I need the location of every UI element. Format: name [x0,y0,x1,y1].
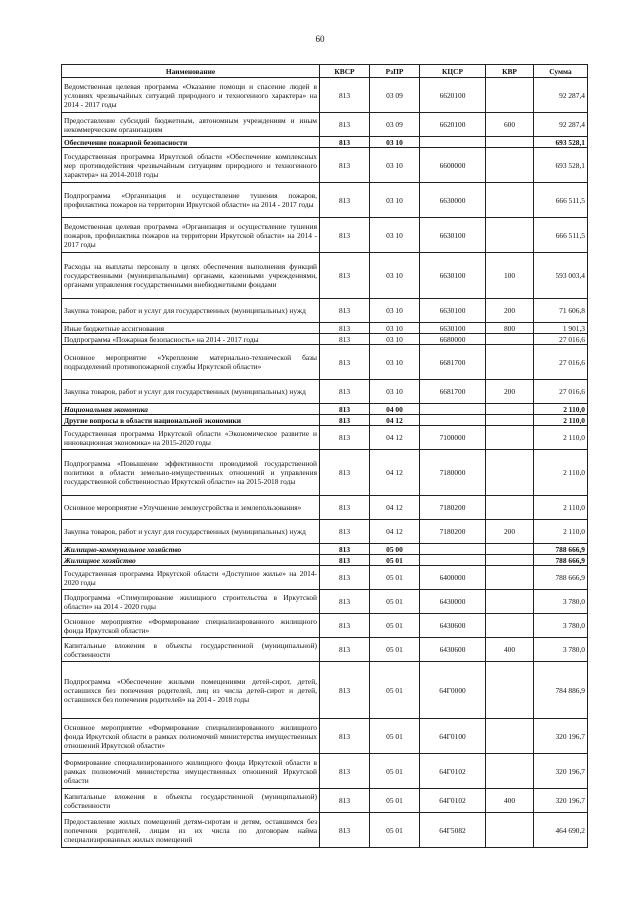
row-kvr [486,78,534,113]
row-kvsr: 813 [320,614,370,638]
table-row [62,590,588,614]
row-kvsr: 813 [320,404,370,415]
row-sum: 2 110,0 [534,426,588,450]
row-rzpr: 04 12 [370,520,420,544]
row-kcsr: 6630100 [420,323,486,334]
row-kvr: 400 [486,638,534,662]
row-kcsr: 6430600 [420,638,486,662]
row-kvr [486,404,534,415]
row-rzpr: 04 12 [370,496,420,520]
row-kvr [486,345,534,380]
row-name: Иные бюджетные ассигнования [62,323,320,334]
table-body [62,78,588,848]
table-row [62,148,588,183]
row-kvr [486,334,534,345]
row-kvr [486,555,534,566]
row-rzpr: 05 01 [370,638,420,662]
row-sum: 3 780,0 [534,590,588,614]
row-rzpr: 05 01 [370,566,420,590]
table-row [62,253,588,299]
row-kcsr: 6630100 [420,253,486,299]
table-row [62,450,588,496]
row-name: Национальная экономика [62,404,320,415]
row-name: Предоставление жилых помещений детям-сиротам и детям, оставшимся без попечения родителей, лицам из их числа по договорам найма специализированных жилых помещений [62,813,320,848]
row-kcsr: 7180000 [420,450,486,496]
row-kvr [486,137,534,148]
row-name: Закупка товаров, работ и услуг для государственных (муниципальных) нужд [62,299,320,323]
row-sum: 464 690,2 [534,813,588,848]
table-row [62,566,588,590]
row-kvsr: 813 [320,334,370,345]
row-kvsr: 813 [320,137,370,148]
row-kvsr: 813 [320,183,370,218]
row-sum: 320 196,7 [534,754,588,789]
row-name: Жилищно-коммунальное хозяйство [62,544,320,555]
row-kvsr: 813 [320,496,370,520]
row-kvsr: 813 [320,299,370,323]
row-kvsr: 813 [320,253,370,299]
row-kvr [486,566,534,590]
header-kcsr: КЦСР [420,65,486,78]
row-rzpr: 03 09 [370,113,420,137]
row-name: Подпрограмма «Стимулирование жилищного строительства в Иркутской области» на 2014 - 2020 годы [62,590,320,614]
row-name: Основное мероприятие «Улучшение землеустройства и землепользования» [62,496,320,520]
page-number: 60 [315,34,325,44]
row-rzpr: 05 00 [370,544,420,555]
row-kcsr [420,137,486,148]
row-name: Капитальные вложения в объекты государственной (муниципальной) собственности [62,638,320,662]
header-sum: Сумма [534,65,588,78]
row-kcsr: 7180200 [420,520,486,544]
row-kcsr: 64Г5082 [420,813,486,848]
row-kvsr: 813 [320,590,370,614]
row-kcsr: 6430600 [420,614,486,638]
row-kcsr: 6681700 [420,380,486,404]
row-name: Формирование специализированного жилищного фонда Иркутской области в рамках полномочий министерства имущественных отношений Иркутской области [62,754,320,789]
row-kvr [486,813,534,848]
row-sum: 320 196,7 [534,719,588,754]
table-row [62,638,588,662]
row-kvr: 600 [486,113,534,137]
row-kvr: 100 [486,253,534,299]
row-name: Ведомственная целевая программа «Организация и осуществление тушения пожаров, профилактика пожаров на территории Иркутской области» на 2014 - 2017 годы [62,218,320,253]
row-sum: 784 886,9 [534,662,588,719]
row-rzpr: 05 01 [370,555,420,566]
row-sum: 92 287,4 [534,78,588,113]
table-row [62,183,588,218]
row-sum: 27 016,6 [534,345,588,380]
row-kvr: 200 [486,520,534,544]
row-rzpr: 03 10 [370,299,420,323]
row-kcsr [420,415,486,426]
table-row [62,426,588,450]
row-name: Предоставление субсидий бюджетным, автономным учреждениям и иным некоммерческим организациям [62,113,320,137]
row-rzpr: 03 10 [370,218,420,253]
row-kvr [486,496,534,520]
row-kvr [486,426,534,450]
row-kvsr: 813 [320,544,370,555]
row-rzpr: 04 00 [370,404,420,415]
row-rzpr: 03 10 [370,137,420,148]
header-rzpr: РзПР [370,65,420,78]
table-row [62,813,588,848]
table-row [62,754,588,789]
row-sum: 92 287,4 [534,113,588,137]
table-row [62,404,588,415]
table-row [62,544,588,555]
table-row [62,719,588,754]
table-row [62,299,588,323]
row-kcsr: 64Г0100 [420,719,486,754]
row-name: Расходы на выплаты персоналу в целях обеспечения выполнения функций государственными (муниципальными) органами, казенными учреждениями, органами управления государственными внебюджетными фондами [62,253,320,299]
row-rzpr: 05 01 [370,813,420,848]
row-kvr [486,183,534,218]
table-row [62,789,588,813]
row-rzpr: 05 01 [370,590,420,614]
row-kvsr: 813 [320,380,370,404]
row-name: Основное мероприятие «Формирование специализированного жилищного фонда Иркутской области в рамках полномочий министерства имущественных отношений Иркутской области» [62,719,320,754]
row-kvsr: 813 [320,345,370,380]
row-rzpr: 03 10 [370,380,420,404]
row-sum: 666 511,5 [534,218,588,253]
row-sum: 693 528,1 [534,137,588,148]
row-rzpr: 03 09 [370,78,420,113]
row-name: Закупка товаров, работ и услуг для государственных (муниципальных) нужд [62,520,320,544]
table-row [62,78,588,113]
row-kcsr: 6630100 [420,299,486,323]
row-kcsr [420,544,486,555]
row-rzpr: 03 10 [370,253,420,299]
row-name: Государственная программа Иркутской области «Экономическое развитие и инновационная экономика» на 2015-2020 годы [62,426,320,450]
row-sum: 2 110,0 [534,415,588,426]
row-name: Основное мероприятие «Укрепление материально-технической базы подразделений противопожарной службы Иркутской области» [62,345,320,380]
row-rzpr: 05 01 [370,789,420,813]
row-name: Ведомственная целевая программа «Оказание помощи и спасение людей в условиях чрезвычайных ситуаций природного и техногенного характера» на 2014 - 2017 годы [62,78,320,113]
table-row [62,323,588,334]
table-row [62,496,588,520]
row-kcsr: 6430000 [420,590,486,614]
row-rzpr: 05 01 [370,662,420,719]
row-sum: 3 780,0 [534,638,588,662]
row-kvr [486,148,534,183]
row-kvsr: 813 [320,789,370,813]
table-row [62,113,588,137]
row-name: Закупка товаров, работ и услуг для государственных (муниципальных) нужд [62,380,320,404]
row-kvsr: 813 [320,520,370,544]
row-sum: 788 666,9 [534,566,588,590]
table-row [62,380,588,404]
row-kcsr [420,555,486,566]
row-kvsr: 813 [320,450,370,496]
table-row [62,218,588,253]
row-kvr [486,614,534,638]
row-kvsr: 813 [320,323,370,334]
row-kcsr: 6630000 [420,183,486,218]
row-sum: 2 110,0 [534,450,588,496]
row-name: Обеспечение пожарной безопасности [62,137,320,148]
row-kvsr: 813 [320,754,370,789]
row-kcsr: 6620100 [420,78,486,113]
table-header-row [62,65,588,78]
row-rzpr: 03 10 [370,148,420,183]
row-rzpr: 05 01 [370,719,420,754]
row-rzpr: 04 12 [370,415,420,426]
row-kvr: 200 [486,380,534,404]
table-row [62,137,588,148]
row-kvsr: 813 [320,638,370,662]
row-kvr [486,662,534,719]
table-row [62,334,588,345]
row-rzpr: 04 12 [370,450,420,496]
row-kvr [486,590,534,614]
row-name: Основное мероприятие «Формирование специализированного жилищного фонда Иркутской области» [62,614,320,638]
row-kcsr: 64Г0102 [420,789,486,813]
row-kcsr: 6600000 [420,148,486,183]
row-kcsr: 6630100 [420,218,486,253]
row-rzpr: 03 10 [370,323,420,334]
row-kcsr: 64Г0000 [420,662,486,719]
row-kcsr: 6400000 [420,566,486,590]
row-kvsr: 813 [320,555,370,566]
table-row [62,415,588,426]
row-sum: 320 196,7 [534,789,588,813]
row-kvsr: 813 [320,113,370,137]
row-name: Подпрограмма «Организация и осуществление тушения пожаров, профилактика пожаров на территории Иркутской области» на 2014 - 2017 годы [62,183,320,218]
row-sum: 593 003,4 [534,253,588,299]
row-kvr [486,415,534,426]
row-kvsr: 813 [320,813,370,848]
row-rzpr: 03 10 [370,345,420,380]
row-rzpr: 03 10 [370,334,420,345]
table-row [62,662,588,719]
row-kcsr: 6681700 [420,345,486,380]
row-sum: 2 110,0 [534,520,588,544]
row-name: Государственная программа Иркутской области «Обеспечение комплексных мер противодействия чрезвычайным ситуациям природного и техногенного характера» на 2014-2018 годы [62,148,320,183]
row-kvr: 200 [486,299,534,323]
row-kcsr [420,404,486,415]
row-kcsr: 64Г0102 [420,754,486,789]
row-sum: 2 110,0 [534,496,588,520]
budget-table [61,64,588,848]
row-kvsr: 813 [320,719,370,754]
row-name: Государственная программа Иркутской области «Доступное жилье» на 2014-2020 годы [62,566,320,590]
row-rzpr: 03 10 [370,183,420,218]
row-name: Подпрограмма «Повышение эффективности проводимой государственной политики в области земельно-имущественных отношений и управления государственной собственностью Иркутской области» на 2015-2018 годы [62,450,320,496]
table-row [62,614,588,638]
row-kvr [486,719,534,754]
row-kvsr: 813 [320,218,370,253]
row-sum: 2 110,0 [534,404,588,415]
header-kvsr: КВСР [320,65,370,78]
row-kvsr: 813 [320,78,370,113]
row-sum: 788 666,9 [534,555,588,566]
row-name: Капитальные вложения в объекты государственной (муниципальной) собственности [62,789,320,813]
row-kvr [486,544,534,555]
row-name: Жилищное хозяйство [62,555,320,566]
row-kvsr: 813 [320,662,370,719]
row-kvsr: 813 [320,415,370,426]
row-kcsr: 7180200 [420,496,486,520]
row-kvsr: 813 [320,148,370,183]
row-kvr: 800 [486,323,534,334]
row-rzpr: 04 12 [370,426,420,450]
row-kvr: 400 [486,789,534,813]
row-name: Другие вопросы в области национальной экономики [62,415,320,426]
row-sum: 666 511,5 [534,183,588,218]
row-kcsr: 7100000 [420,426,486,450]
row-rzpr: 05 01 [370,754,420,789]
row-kvsr: 813 [320,566,370,590]
row-kvr [486,450,534,496]
row-sum: 71 606,8 [534,299,588,323]
row-kcsr: 6620100 [420,113,486,137]
row-name: Подпрограмма «Пожарная безопасность» на 2014 - 2017 годы [62,334,320,345]
table-row [62,345,588,380]
header-kvr: КВР [486,65,534,78]
row-sum: 788 666,9 [534,544,588,555]
table-row [62,520,588,544]
row-name: Подпрограмма «Обеспечение жилыми помещениями детей-сирот, детей, оставшихся без попечения родителей, лиц из числа детей-сирот и детей, оставшихся без попечения родителей» на 2014 - 2018 годы [62,662,320,719]
row-sum: 27 016,6 [534,380,588,404]
row-sum: 3 780,0 [534,614,588,638]
row-kcsr: 6680000 [420,334,486,345]
row-sum: 27 016,6 [534,334,588,345]
table-row [62,555,588,566]
row-kvr [486,754,534,789]
header-name: Наименование [62,65,320,78]
row-sum: 693 528,1 [534,148,588,183]
row-kvsr: 813 [320,426,370,450]
row-kvr [486,218,534,253]
row-sum: 1 901,3 [534,323,588,334]
row-rzpr: 05 01 [370,614,420,638]
